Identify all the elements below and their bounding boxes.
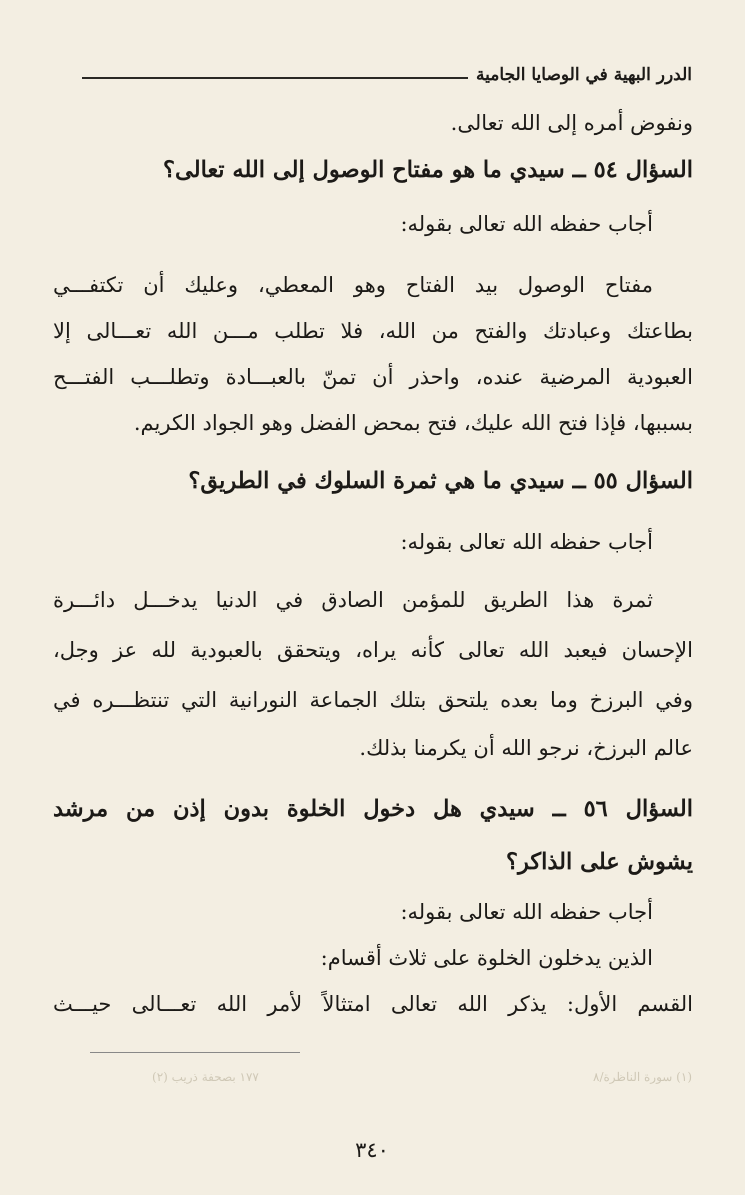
body-line: الإحسان فيعبد الله تعالى كأنه يراه، ويتحقق بالعبودية لله عز وجل، [53,638,693,662]
body-line: القسم الأول: يذكر الله تعالى امتثالاً لأمر الله تعـــالى حيـــث [53,992,693,1016]
running-header [82,60,692,90]
question-56-heading-cont: يشوش على الذاكر؟ [506,849,693,875]
question-55-heading: السؤال ٥٥ ــ سيدي ما هي ثمرة السلوك في الطريق؟ [188,468,693,494]
body-line: العبودية المرضية عنده، واحذر أن تمنّ بالعبـــادة وتطلـــب الفتـــح [53,365,693,389]
body-line: مفتاح الوصول بيد الفتاح وهو المعطي، وعليك أن تكتفـــي [53,273,653,297]
answer-intro: أجاب حفظه الله تعالى بقوله: [400,900,653,924]
header-rule [82,77,468,79]
body-line: بسببها، فإذا فتح الله عليك، فتح بمحض الفضل وهو الجواد الكريم. [133,411,693,435]
running-title: الدرر البهية في الوصايا الجامية [476,65,692,85]
footnote-rule [90,1052,300,1053]
footnotes [82,1070,692,1094]
body-line: عالم البرزخ، نرجو الله أن يكرمنا بذلك. [359,736,693,760]
body-line: وفي البرزخ وما بعده يلتحق بتلك الجماعة النورانية التي تنتظـــره في [53,688,693,712]
question-54-heading: السؤال ٥٤ ــ سيدي ما هو مفتاح الوصول إلى الله تعالى؟ [163,157,693,183]
body-line: ثمرة هذا الطريق للمؤمن الصادق في الدنيا يدخـــل دائـــرة [53,588,653,612]
footnote-1: (١) سورة الناظرة/٨ [592,1070,692,1084]
body-line: الذين يدخلون الخلوة على ثلاث أقسام: [320,946,653,970]
body-line: بطاعتك وعبادتك والفتح من الله، فلا تطلب مـــن الله تعـــالى إلا [53,319,693,343]
question-56-heading: السؤال ٥٦ ــ سيدي هل دخول الخلوة بدون إذن من مرشد [53,796,693,822]
body-line: ونفوض أمره إلى الله تعالى. [450,111,693,135]
page-number: ٣٤٠ [355,1138,389,1162]
answer-intro: أجاب حفظه الله تعالى بقوله: [400,530,653,554]
answer-intro: أجاب حفظه الله تعالى بقوله: [400,212,653,236]
footnote-2: ١٧٧ بصحفة ذريب (٢) [152,1070,259,1084]
